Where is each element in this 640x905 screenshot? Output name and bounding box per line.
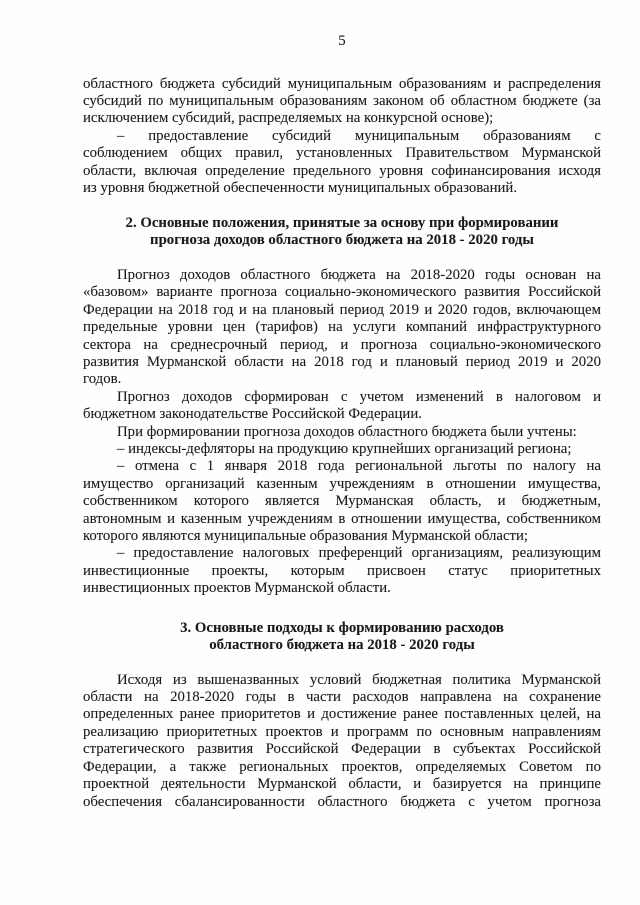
text-line: стратегического развития Российской Федерации в субъектах Российской: [83, 741, 601, 758]
text-line: – предоставление налоговых преференций организациям, реализующим: [117, 545, 601, 562]
text-line: годов.: [83, 371, 122, 388]
text-line: обеспечения сбалансированности областного бюджета с учетом прогноза: [83, 793, 601, 810]
heading-line: прогноза доходов областного бюджета на 2018 - 2020 годы: [150, 232, 534, 249]
heading-line: 3. Основные подходы к формированию расходов: [180, 619, 504, 636]
text-line: Исходя из вышеназванных условий бюджетная политика Мурманской: [117, 671, 601, 688]
heading-line: областного бюджета на 2018 - 2020 годы: [209, 637, 475, 654]
text-line: соблюдением общих правил, установленных Правительством Мурманской: [83, 145, 601, 162]
text-line: определенных ранее приоритетов и достижение ранее поставленных целей, на: [83, 706, 601, 723]
paragraph: [83, 389, 601, 424]
heading-line: 2. Основные положения, принятые за основу при формировании: [125, 214, 559, 231]
text-line: инвестиционные проекты, которым присвоен статус приоритетных: [83, 562, 601, 579]
paragraph: [83, 672, 601, 811]
text-line: – индексы-дефляторы на продукцию крупнейших организаций региона;: [117, 441, 572, 457]
text-line: которого являются муниципальные образования Мурманской области;: [83, 528, 529, 545]
text-line: проектной деятельности Мурманской области, и базируется на принципе: [83, 776, 601, 793]
text-line: области, включая определение предельного уровня софинансирования исходя: [83, 162, 601, 179]
text-line: имущество организаций казенным учреждениям в отношении имущества,: [83, 475, 601, 492]
paragraph: [83, 267, 601, 389]
text-line: исключением субсидий, распределяемых на конкурсной основе);: [83, 110, 494, 127]
document-text: [83, 76, 601, 811]
text-line: развития Мурманской области на 2018 год и плановый период 2019 и 2020: [83, 353, 601, 370]
text-line: инвестиционных проектов Мурманской области.: [83, 580, 391, 597]
text-line: субсидий по муниципальным образованиям законом об областном бюджете (за: [83, 92, 601, 109]
list-item: [83, 545, 601, 597]
text-line: сектора на среднесрочный период, и прогноза социально-экономического: [83, 336, 601, 353]
list-item: [83, 458, 601, 545]
section-heading: [83, 620, 601, 655]
text-line: – отмена с 1 января 2018 года региональной льготы по налогу на: [117, 458, 601, 475]
section-heading: [83, 215, 601, 250]
text-line: предельные уровни цен (тарифов) на услуги компаний инфраструктурного: [83, 319, 601, 336]
text-line: собственником которого является Мурманская область, и бюджетным,: [83, 493, 601, 510]
text-line: областного бюджета субсидий муниципальным образованиям и распределения: [83, 75, 601, 92]
list-item: [83, 441, 601, 458]
text-line: Федерации, а также региональных проектов, определяемых Советом по: [83, 758, 601, 775]
text-line: области на 2018-2020 годы в части расходов направлена на сохранение: [83, 689, 601, 706]
text-line: «базовом» варианте прогноза социально-экономического развития Российской: [83, 284, 601, 301]
page-number: 5: [338, 33, 346, 49]
text-line: Федерации на 2018 год и на плановый период 2019 и 2020 годов, включающем: [83, 301, 601, 318]
text-line: бюджетном законодательстве Российской Федерации.: [83, 406, 422, 423]
text-line: При формировании прогноза доходов областного бюджета были учтены:: [117, 423, 577, 440]
paragraph: [83, 424, 601, 441]
text-line: реализацию приоритетных проектов и программ по основным направлениям: [83, 723, 601, 740]
text-line: из уровня бюджетной обеспеченности муниципальных образований.: [83, 179, 518, 196]
list-item: [83, 128, 601, 198]
text-line: Прогноз доходов сформирован с учетом изменений в налоговом и: [117, 388, 601, 405]
text-line: – предоставление субсидий муниципальным образованиям с: [117, 127, 601, 144]
text-line: Прогноз доходов областного бюджета на 2018-2020 годы основан на: [117, 266, 601, 283]
text-line: автономным и казенным учреждениям в отношении имущества, собственником: [83, 510, 601, 527]
paragraph: [83, 76, 601, 128]
